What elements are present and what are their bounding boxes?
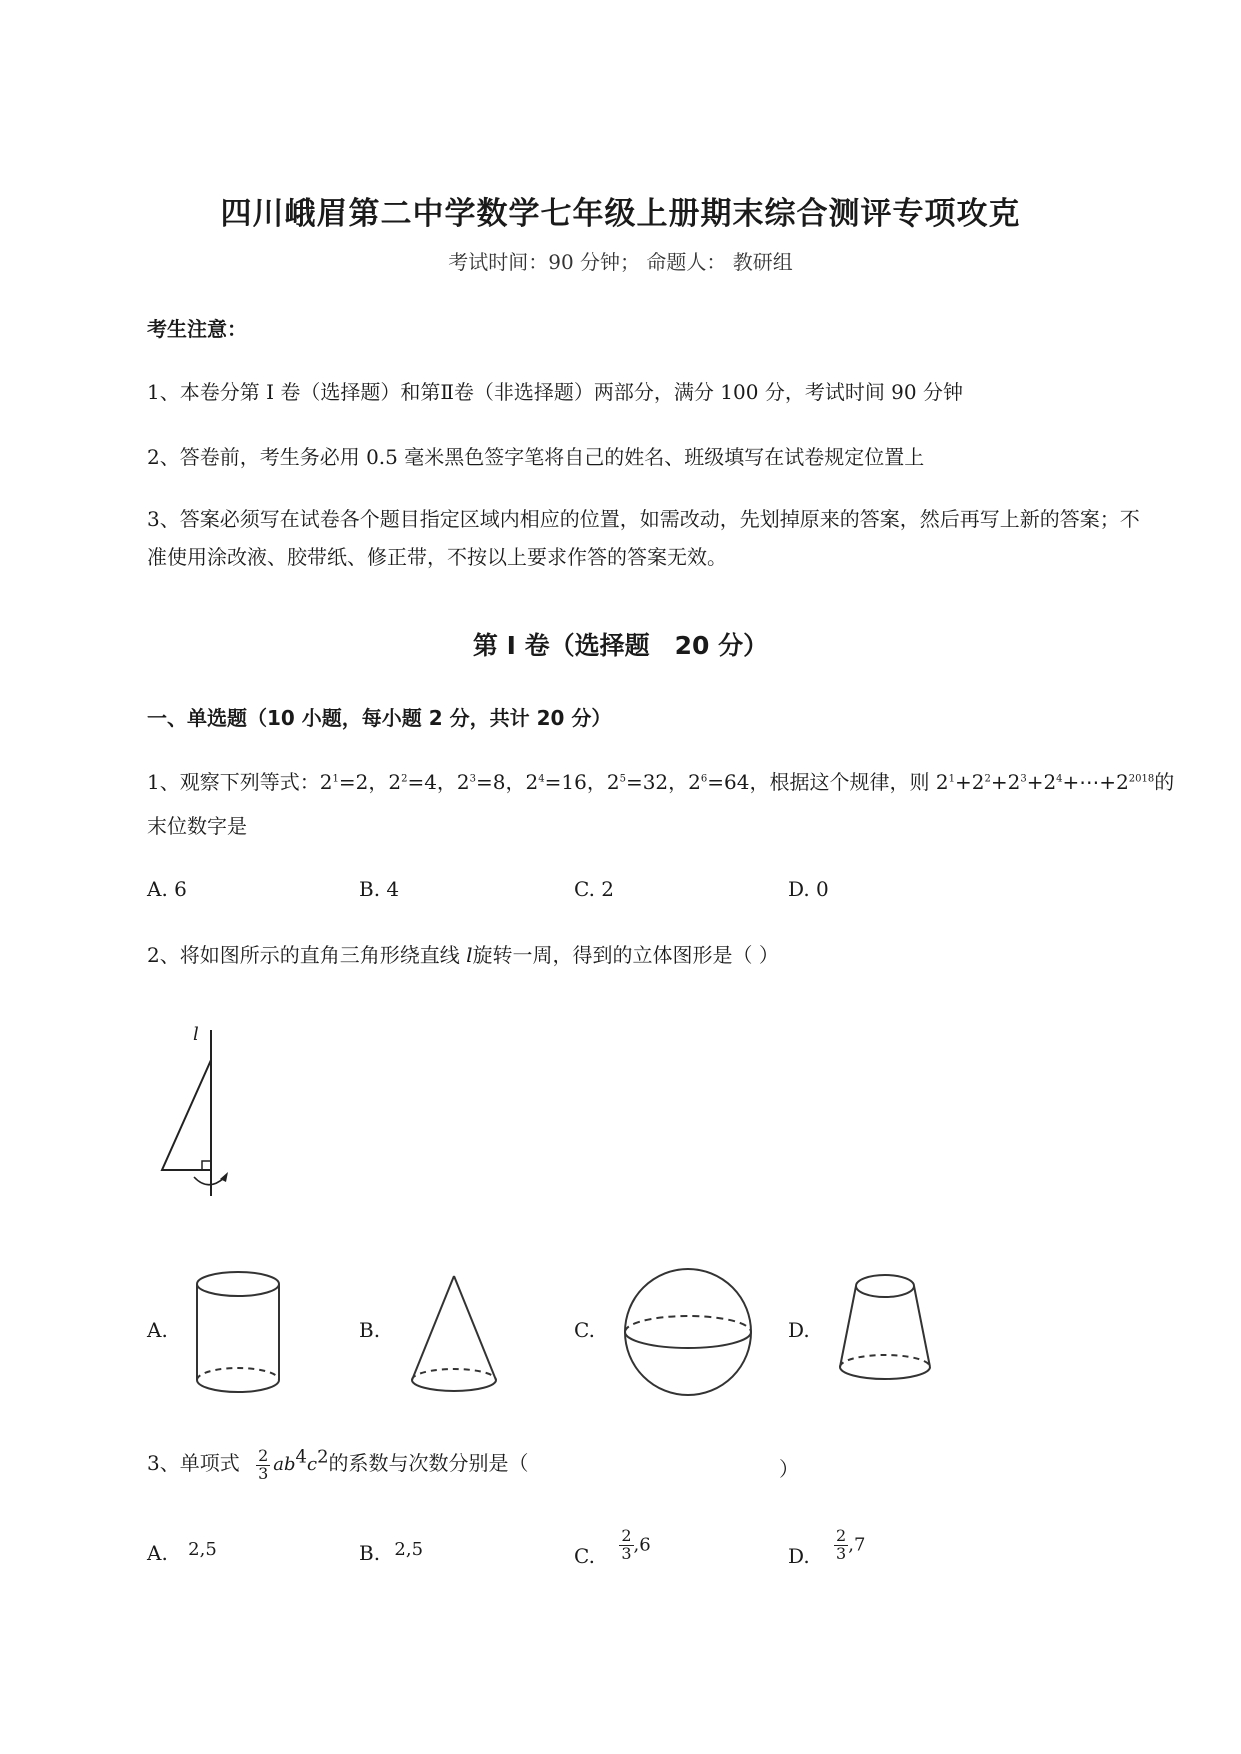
q3-option-b[interactable]: B. 2,5 (359, 1539, 424, 1565)
coefficient-fraction: $\frac{2}{3}$ (258, 1445, 269, 1483)
q2-option-a-label[interactable]: A. (147, 1318, 168, 1342)
q1-option-a[interactable]: A. 6 (147, 877, 187, 901)
q1-option-b[interactable]: B. 4 (359, 877, 400, 901)
frustum-icon[interactable] (836, 1270, 934, 1386)
notice-item-2: 2、答卷前，考生务必用 0.5 毫米黑色签字笔将自己的姓名、班级填写在试卷规定位置上 (147, 445, 925, 469)
section-title: 第 I 卷（选择题 20 分） (472, 631, 769, 660)
q3-option-d[interactable]: D. $\frac{2}{3}$ ,7 (788, 1526, 866, 1568)
question-3-text: 3、单项式 $\frac{2}{3}$ $ab^4c^2$的系数与次数分别是（ (147, 1445, 529, 1483)
q3-option-c[interactable]: C. $\frac{2}{3}$ ,6 (574, 1526, 651, 1568)
q2-option-b-label[interactable]: B. (359, 1318, 381, 1342)
exam-info: 考试时间：90 分钟； 命题人： 教研组 (448, 250, 793, 274)
question-2-text: 2、将如图所示的直角三角形绕直线 l旋转一周，得到的立体图形是（ ） (147, 943, 779, 967)
axis-label: l (193, 1024, 199, 1045)
q2-option-c-label[interactable]: C. (574, 1318, 595, 1342)
sphere-icon[interactable] (622, 1266, 754, 1398)
q2-option-d-label[interactable]: D. (788, 1318, 810, 1342)
notice-heading: 考生注意： (147, 317, 247, 341)
q3-option-a[interactable]: A. 2,5 (147, 1539, 217, 1565)
part-heading: 一、单选题（10 小题，每小题 2 分，共计 20 分） (147, 706, 612, 730)
question-3-close-paren: ） (779, 1457, 799, 1481)
notice-item-3: 3、答案必须写在试卷各个题目指定区域内相应的位置，如需改动，先划掉原来的答案，然后再写上新的答案；不准使用涂改液、胶带纸、修正带，不按以上要求作答的答案无效。 (147, 507, 1140, 569)
page-title: 四川峨眉第二中学数学七年级上册期末综合测评专项攻克 (220, 196, 1021, 232)
triangle-rotation-figure (150, 1030, 240, 1200)
q1-option-d[interactable]: D. 0 (788, 877, 829, 901)
cylinder-icon[interactable] (192, 1268, 284, 1398)
q1-option-c[interactable]: C. 2 (574, 877, 615, 901)
notice-item-1: 1、本卷分第 I 卷（选择题）和第Ⅱ卷（非选择题）两部分，满分 100 分，考试时间 90 分钟 (147, 380, 963, 404)
question-1-line-2: 末位数字是 (147, 814, 247, 838)
cone-icon[interactable] (408, 1272, 500, 1400)
question-1-line-1: 1、观察下列等式：$2^1=2$，$2^2=4$，$2^3=8$，$2^4=16$，$2^5=32$，$2^6=64$，根据这个规律，则 $2^1+2^2+2^3+2^4+\cdots+2^{2018}$的 (147, 770, 1175, 794)
